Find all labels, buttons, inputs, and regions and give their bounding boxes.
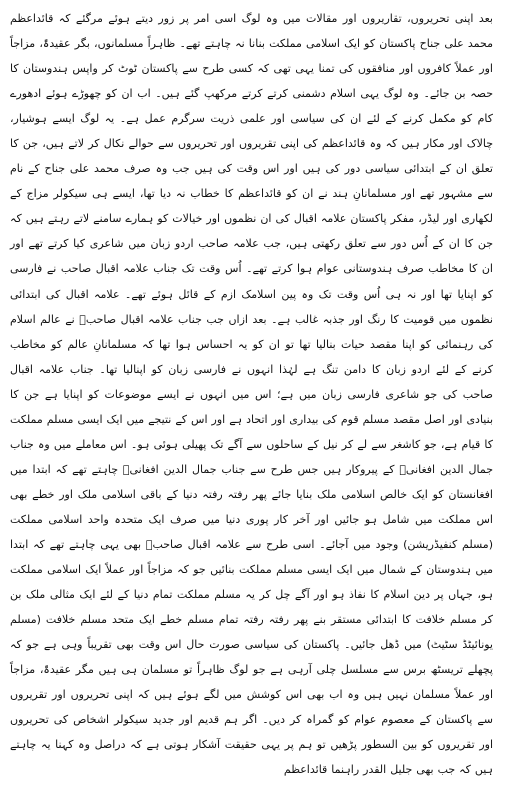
urdu-paragraph: بعد اپنی تحریروں، تقاریروں اور مقالات میں وہ لوگ اسی امر پر زور دیتے ہوئے مرگئے کہ قائداعظم محمد علی جناح پاکستان کو ایک اسلامی مملکت بنانا نہ چاہتے تھے۔ ظاہراً مسلمانوں، بگر عقیدۃً، مزاجاً اور عملاً کافروں اور منافقوں کی تمنا یہی تھی کہ کسی طرح سے پاکستان ٹوٹ کر واپس ہندوستان کا حصہ بن جائے۔ وہ لوگ یہی اسلام دشمنی کرتے کرتے مرکھپ گئے ہیں۔ اب ان کو چھوڑے ہوئے ادھورے کام کو مکمل کرنے کے لئے ان کی سیاسی اور علمی ذریت سرگرم عمل ہے۔ یہ لوگ ایسے ہوشیار، چالاک اور مکار ہیں کہ وہ قائداعظم کی اپنی تقریروں اور تحریروں سے حوالے نکال کر لاتے ہیں، جن کا تعلق ان کے ابتدائی سیاسی دور کی ہیں اور اس وقت کی ہیں جب وہ صرف محمد علی جناح کے نام سے مشہور تھے اور مسلمانانِ ہند نے ان کو قائداعظم کا خطاب نہ دیا تھا، ایسے ہی سیکولر مزاج کے لکھاری اور لیڈر، مفکر پاکستان علامہ اقبال کی ان نظموں اور خیالات کو ہمارے سامنے لاتے رہتے ہیں کہ جن کا ان کے اُس دور سے تعلق رکھتی ہیں، جب علامہ صاحب اردو زبان میں شاعری کیا کرتے تھے اور ان کا مخاطب صرف ہندوستانی عوام ہوا کرتے تھے۔ اُس وقت تک جناب علامہ اقبال صاحب نے فارسی کو اپنایا تھا اور نہ ہی اُس وقت تک وہ پین اسلامک ازم کے قائل ہوئے تھے۔ علامہ اقبال کی ابتدائی نظموں میں قومیت کا رنگ اور جذبہ غالب ہے۔ بعد ازاں جب جناب علامہ اقبال صاحبؒ نے عالم اسلام کی رہنمائی کو اپنا مقصد حیات بنالیا تھا تو ان کو یہ احساس ہوا تھا کہ مسلمانانِ عالم کو مخاطب کرنے کے لئے اردو زبان کا دامن تنگ ہے لہٰذا انہوں نے فارسی زبان کو اپنالیا تھا۔ جناب علامہ اقبال صاحب کی جو شاعری فارسی زبان میں ہے؛ اس میں انہوں نے ایسے موضوعات کو اپنایا ہے جن کا بنیادی اور اصل مقصد مسلم قوم کی بیداری اور اتحاد ہے اور اس کے نتیجے میں ایک ایسی مسلم مملکت کا قیام ہے، جو کاشغر سے لے کر نیل کے ساحلوں سے آگے تک پھیلی ہوئی ہو۔ اس معاملے میں وہ جناب جمال الدین افغانیؒ کے پیروکار ہیں جس طرح سے جناب جمال الدین افغانیؒ چاہتے تھے کہ ابتدا میں افغانستان کو ایک خالص اسلامی ملک بنایا جائے پھر رفتہ رفتہ دنیا کے باقی اسلامی ملک اور خطے بھی اس مملکت میں شامل ہو جائیں اور آخر کار پوری دنیا میں صرف ایک متحدہ واحد اسلامی مملکت (مسلم کنفیڈریشن) وجود میں آجائے۔ اسی طرح سے علامہ اقبال صاحبؒ بھی یہی چاہتے تھے کہ ابتدا میں ہندوستان کے شمال میں ایک ایسی مسلم مملکت بنائیں جو کہ مزاجاً اور عملاً ایک اسلامی مملکت ہو، جہاں پر دین اسلام کا نفاذ ہو اور آگے چل کر یہ مسلم مملکت تمام دنیا کے لئے ایک مثالی ملک بن کر مسلم خلافت کا ابتدائی مستقر بنے پھر رفتہ رفتہ تمام مسلم خطے ایک متحد مسلم خلافت (مسلم یونائیٹڈ سٹیٹ) میں ڈھل جائیں۔ پاکستان کی سیاسی صورت حال اس وقت بھی تقریباً وہی ہے جو کہ پچھلے تریسٹھ برس سے مسلسل چلی آرہی ہے جو لوگ ظاہراً تو مسلمان ہی ہیں مگر عقیدۃً، مزاجاً اور عملاً مسلمان نہیں ہیں وہ اب بھی اس کوشش میں لگے ہوئے ہیں کہ اپنی تحریروں اور تقریروں سے پاکستان کے معصوم عوام کو گمراہ کر دیں۔ اگر ہم قدیم اور جدید سیکولر اشخاص کی تحریروں اور تقریروں کو بین السطور پڑھیں تو ہم پر یہی حقیقت آشکار ہوتی ہے کہ دراصل وہ کہنا یہ چاہتے ہیں کہ جب بھی جلیل القدر راہنما قائداعظم <box>10 12 493 777</box>
